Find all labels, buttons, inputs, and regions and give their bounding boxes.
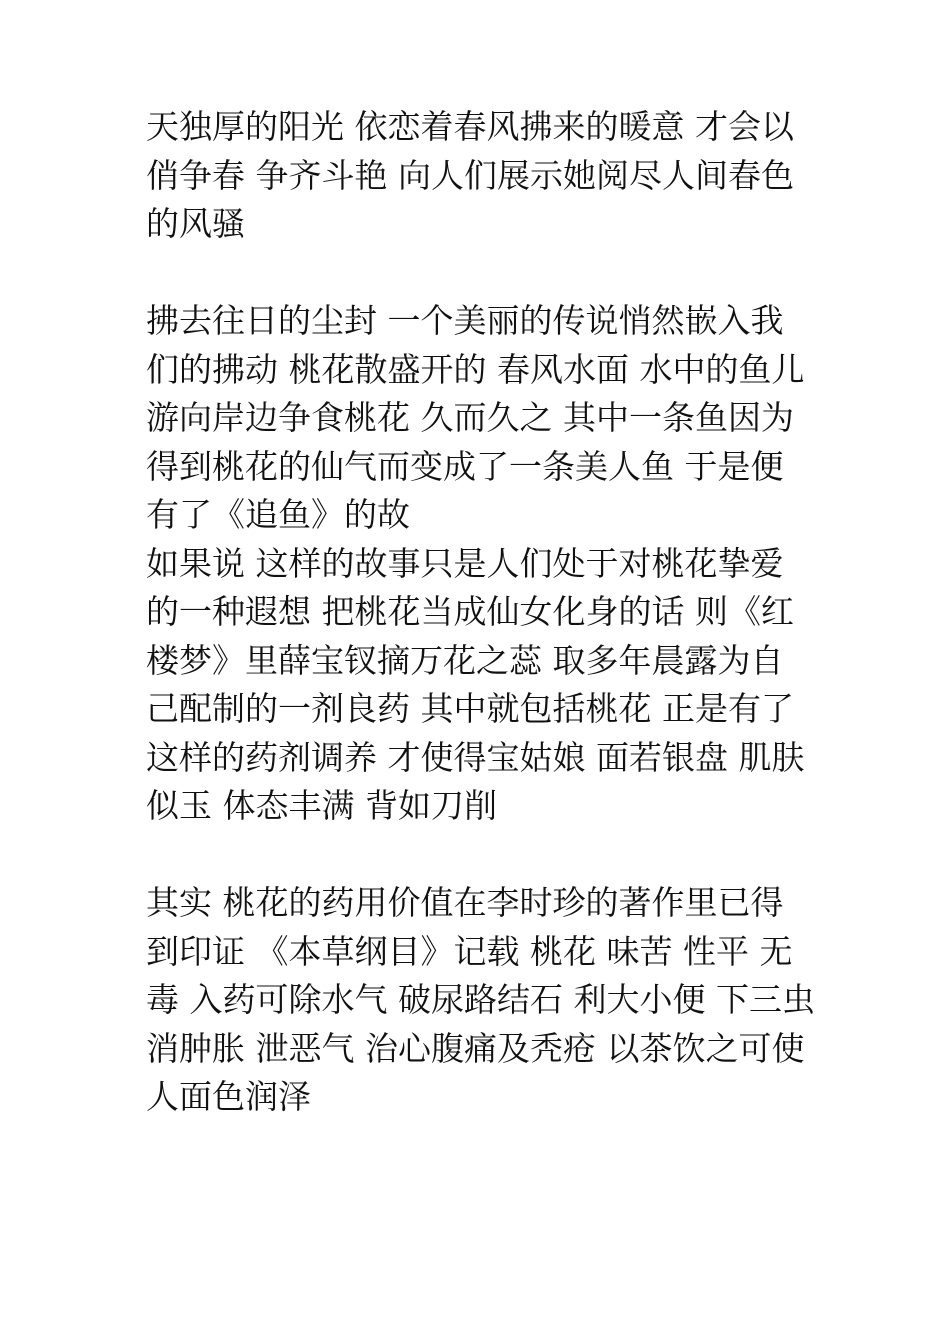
paragraph-red-chamber: 如果说 这样的故事只是人们处于对桃花挚爱的一种遐想 把桃花当成仙女化身的话 则《红楼梦》里薛宝钗摘万花之蕊 取多年晨露为自己配制的一剂良药 其中就包括桃花 正是有了这样的药剂调养 才使得宝姑娘 面若银盘 肌肤似玉 体态丰满 背如刀削	[146, 543, 805, 825]
body-text	[146, 103, 816, 1122]
paragraph-mermaid-legend: 拂去往日的尘封 一个美丽的传说悄然嵌入我们的拂动 桃花散盛开的 春风水面 水中的鱼儿游向岸边争食桃花 久而久之 其中一条鱼因为得到桃花的仙气而变成了一条美人鱼 于是便有了《追鱼》的故	[146, 301, 805, 534]
paragraph-medicinal-value: 其实 桃花的药用价值在李时珍的著作里已得到印证 《本草纲目》记载 桃花 味苦 性平 无毒 入药可除水气 破尿路结石 利大小便 下三虫 消肿胀 泄恶气 治心腹痛及秃疮 以茶饮之可使人面色润泽	[146, 883, 815, 1116]
paragraph-spring-sunshine: 天独厚的阳光 依恋着春风拂来的暖意 才会以俏争春 争齐斗艳 向人们展示她阅尽人间春色的风骚	[146, 107, 794, 243]
